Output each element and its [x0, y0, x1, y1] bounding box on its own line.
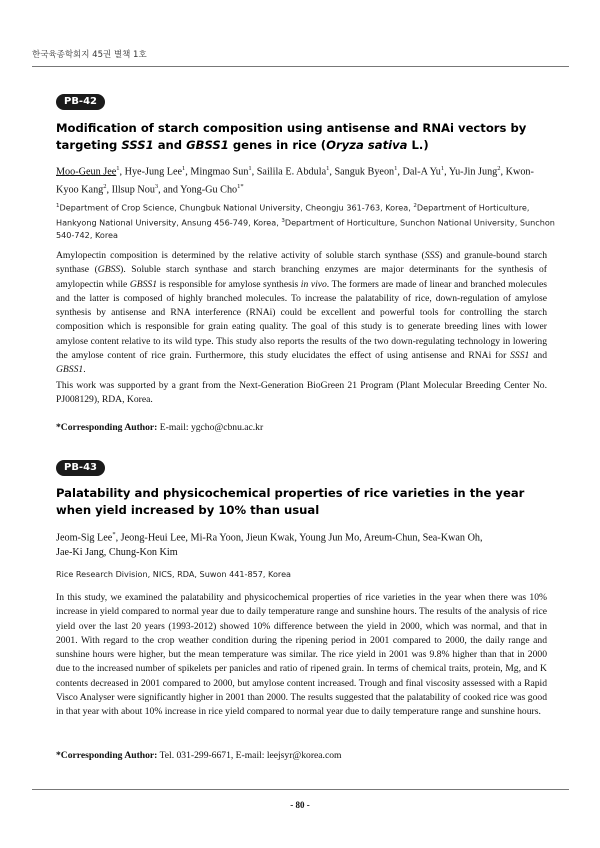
- page-number: - 80 -: [290, 800, 310, 810]
- author-affiliation-mark: 1: [440, 165, 445, 172]
- author-list: Moo-Geun Jee$^1$, Hye-Jung Lee$^1$, Mingmao Sun$^1$, Sailila E. Abdula$^1$, Sanguk Byeon$^1$, Dal-A Yu$^1$, Yu-Jin Jung$^2$, Kwon-Kyoo Kang$^2$, Illsup Nou$^3$, and Yong-Gu Cho$^{1*}$: [56, 165, 534, 196]
- author-name: Yong-Gu Cho: [180, 184, 238, 196]
- affiliations: $^1$Department of Crop Science, Chungbuk National University, Cheongju 361-763, Korea, $^2$Department of Horticulture, Hankyong National University, Ansung 456-749, Korea, $^3$Department of Horticulture, Sunchon National University, Sunchon 540-742, Korea: [56, 202, 555, 241]
- author-name: Dal-A Yu: [402, 166, 441, 178]
- funding-note: This work was supported by a grant from the Next-Generation BioGreen 21 Program (Plant Molecular Breeding Center No. PJ008129), RDA, Korea.: [56, 380, 547, 406]
- author-name: Illsup Nou: [111, 184, 155, 196]
- author-name: Hye-Jung Lee: [124, 166, 183, 178]
- author-name: Kwon-Kyoo Kang: [56, 166, 534, 196]
- author-affiliation-mark: 1*: [237, 183, 244, 191]
- author-name: Yu-Jin Jung: [448, 166, 498, 178]
- corresponding-author: *Corresponding Author: E-mail: ygcho@cbnu.ac.kr: [56, 422, 264, 433]
- abstract-badge: PB-43: [56, 460, 105, 476]
- author-name: Moo-Geun Jee: [56, 166, 117, 178]
- abstract-title: Modification of starch composition using antisense and RNAi vectors by targeting SSS1 and GBSS1 genes in rice (Oryza sativa L.): [56, 121, 527, 152]
- species-name: Oryza sativa: [326, 138, 408, 152]
- author-name: Sanguk Byeon: [334, 166, 395, 178]
- author-affiliation-mark: 1: [394, 165, 398, 172]
- author-affiliation-mark: 1: [248, 165, 252, 172]
- abstract-body: In this study, we examined the palatability and physicochemical properties of rice varieties in the year when there was 10% increase in yield compared to normal year due to daily temperature range and sunshine hours. The results of the analysis of rice yield over the last 20 years (1993-2012) showed 10% difference between the yield in 2000, which was normal, and that in 2001. With regard to the crop weather condition during the ripening period in 2001 compared to 2000, the daily range and sunshine hours were higher, but the mean temperature was similar. The rice yield in 2001 was 9.8% higher than that in 2000 due to the increased number of spikelets per panicles and ratio of ripened grain. In terms of chemical traits, protein, Mg, and K contents decreased in 2001 compared to 2000, but amylose content increased. Trough and final viscosity assessed with a Rapid Visco Analyser were significantly higher in 2001 than 2000. The results suggested that the palatability of cooked rice was good in that year with about 10% increase in rice yield compared to normal year due to daily temperature range and sunshine hours.: [56, 592, 547, 718]
- author-affiliation-mark: 3: [154, 183, 159, 191]
- abstract-badge: PB-42: [56, 94, 105, 110]
- author-affiliation-mark: 1: [182, 165, 186, 172]
- abstract-body: Amylopectin composition is determined by the relative activity of soluble starch synthase (SSS) and granule-bound starch synthase (GBSS). Soluble starch synthase and starch branching enzymes are major determinants for the synthesis of amylopectin while GBSS1 is responsible for amylose synthesis in vivo. The formers are made of linear and branched molecules and the latter is composed of highly branched molecules. To increase the palatability of rice, down-regulation of amylose synthesis by antisense and RNA interference (RNAi) could be excellent and powerful tools for controlling the starch composition which is responsible for grain eating quality. The goal of this study is to generate breeding lines with lower amylose content relative to its wild type. This study also reports the results of the two down-regulating technology in lowering the amylose content of rice grain. Furthermore, this study elucidates the effect of using antisense and RNAi for SSS1 and GBSS1.: [56, 250, 547, 376]
- affiliations: Rice Research Division, NICS, RDA, Suwon 441-857, Korea: [56, 569, 292, 579]
- author-name: Sailila E. Abdula: [256, 166, 327, 178]
- footer-rule: [32, 789, 569, 790]
- corresponding-author: *Corresponding Author: Tel. 031-299-6671, E-mail: leejsyr@korea.com: [56, 750, 342, 761]
- author-name: Mingmao Sun: [190, 166, 249, 178]
- abstract-title: Palatability and physicochemical properties of rice varieties in the year when yield increased by 10% than usual: [56, 486, 525, 517]
- author-affiliation-mark: 2: [103, 183, 107, 191]
- journal-header: 한국육종학회지 45권 별책 1호: [32, 50, 147, 60]
- header-rule: [32, 66, 569, 67]
- gene-name: GBSS1: [186, 138, 229, 152]
- author-affiliation-mark: 1: [116, 165, 120, 172]
- gene-name: SSS1: [121, 138, 154, 152]
- author-affiliation-mark: 2: [497, 165, 501, 172]
- author-affiliation-mark: 1: [326, 165, 330, 172]
- author-list: Jeom-Sig Lee*, Jeong-Heui Lee, Mi-Ra Yoon, Jieun Kwak, Young Jun Mo, Areum-Chun, Sea-Kwan Oh, Jae-Ki Jang, Chung-Kon Kim: [56, 531, 483, 559]
